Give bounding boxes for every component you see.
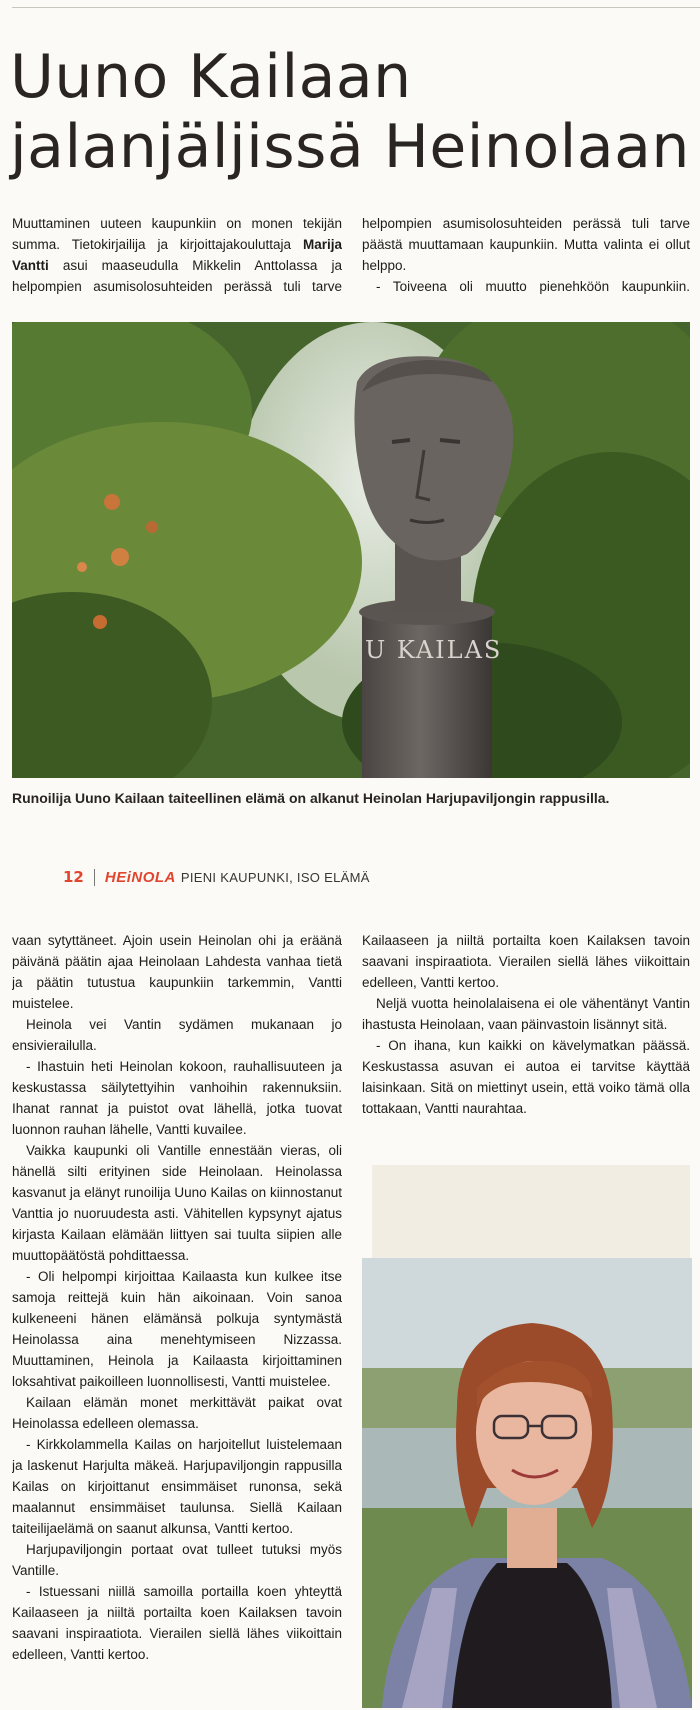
paragraph-11: Neljä vuotta heinolalaisena ei ole vähentänyt Vantin ihastusta Heinolaan, vaan päinvastoin lisännyt sitä. xyxy=(362,996,690,1032)
paragraph-6: - Oli helpompi kirjoittaa Kailaasta kun kulkee itse samoja reittejä kuin hän aikoinaan. Voin sanoa kulkeneeni hänen elämänsä polkuja syntymästä Heinolassa aina menehtymiseen Nizzassa. Muuttaminen, Heinola ja Kailaasta kirjoittaminen loksahtivat paikoilleen luonnollisesti, Vantti muistelee. xyxy=(12,1269,342,1389)
quote-paragraph-continued: vaan sytyttäneet. Ajoin usein Heinolan ohi ja eräänä päivänä päätin ajaa Heinolaan Lahdesta vanhaa tietä ja päätin tutustua kaupunkiin tarkemmin, Vantti muistelee. xyxy=(12,933,342,1011)
paragraph-7: Kailaan elämän monet merkittävät paikat ovat Heinolassa edelleen olemassa. xyxy=(12,1395,342,1431)
paragraph-8: - Kirkkolammella Kailas on harjoitellut luistelemaan ja laskenut Harjulta mäkeä. Harjupaviljongin rappusilla Kailas on kirjoittanut ensimmäiset runonsa, sekä maalannut ensimmäiset taulunsa. Siellä Kailaan taiteilijaelämä on saanut alkunsa, Vantti kertoo. xyxy=(12,1437,342,1536)
paragraph-3: Heinola vei Vantin sydämen mukanaan jo ensivierailulla. xyxy=(12,1017,342,1053)
quote-paragraph: - Toiveena oli muutto pienehköön kaupunkiin. xyxy=(376,279,690,294)
intro-paragraph: Muuttaminen uuteen kaupunkiin on monen tekijän summa. Tietokirjailija ja kirjoittajakouluttaja Marija Vantti asui maaseudulla Mikkelin Anttolassa ja helpompien asumisolosuhteiden perässä tuli tarve xyxy=(12,216,342,294)
lower-left-column xyxy=(12,930,342,1706)
portrait-photo xyxy=(362,1258,692,1708)
top-rule xyxy=(12,7,700,8)
brand-logo: HEiNOLA xyxy=(104,868,176,886)
page-number: 12 xyxy=(63,868,84,886)
footer-tagline: PIENI KAUPUNKI, ISO ELÄMÄ xyxy=(180,869,370,885)
lower-right-column xyxy=(362,930,690,1150)
statue-photo xyxy=(12,322,690,778)
paragraph-4: - Ihastuin heti Heinolan kokoon, rauhallisuuteen ja keskustassa säilytettyihin vanhoihin rakennuksiin. Ihanat rannat ja puistot ovat lähellä, jotka tuovat luonnon rauhan lähelle, Vantti kuvailee. xyxy=(12,1059,342,1137)
paragraph-9: Harjupaviljongin portaat ovat tulleet tutuksi myös Vantille. xyxy=(12,1542,342,1578)
paragraph-10-continued: Kailaaseen ja niiltä portailta koen Kailaksen tavoin saavani inspiraatiota. Vierailen siellä lähes viikoittain edelleen, Vantti kertoo. xyxy=(362,933,690,990)
intro-paragraph-continued: helpompien asumisolosuhteiden perässä tuli tarve päästä muuttamaan kaupunkiin. Mutta valinta ei ollut helppo. xyxy=(362,216,690,273)
headline-line-2: jalanjäljissä Heinolaan xyxy=(10,112,690,182)
paragraph-12: - On ihana, kun kaikki on kävelymatkan päässä. Keskustassa asuvan ei autoa ei tarvitse käyttää laisinkaan. Sitä on miettinyt usein, että voiko tämä olla tottakaan, Vantti naurahtaa. xyxy=(362,1038,690,1116)
paragraph-5: Vaikka kaupunki oli Vantille ennestään vieras, oli hänellä silti erityinen side Heinolaan. Heinolassa kasvanut ja elänyt runoilija Uuno Kailas on kiinnostanut Vanttia jo nuoruudesta asti. Vähitellen kypsynyt ajatus kirjasta Kailaan elämään liittyen sai tuulta siipien alle muuttopäätöstä pohdittaessa. xyxy=(12,1143,342,1263)
statue-inscription: U KAILAS xyxy=(365,636,503,664)
upper-left-column xyxy=(12,213,342,297)
footer-divider xyxy=(94,869,95,886)
portrait-illustration xyxy=(362,1258,692,1708)
paragraph-10: - Istuessani niillä samoilla portailla koen yhteyttä Kailaaseen ja niiltä portailta koen Kailaksen tavoin saavani inspiraatiota. Vierailen siellä lähes viikoittain edelleen, Vantti kertoo. xyxy=(12,1584,342,1662)
statue-illustration xyxy=(12,322,690,778)
upper-right-column xyxy=(362,213,690,297)
page-footer xyxy=(63,868,370,886)
author-name: Marija Vantti xyxy=(12,237,342,273)
headline xyxy=(10,42,695,182)
photo-caption: Runoilija Uuno Kailaan taiteellinen elämä on alkanut Heinolan Harjupaviljongin rappusilla. xyxy=(12,790,610,806)
headline-line-1: Uuno Kailaan xyxy=(10,42,412,112)
